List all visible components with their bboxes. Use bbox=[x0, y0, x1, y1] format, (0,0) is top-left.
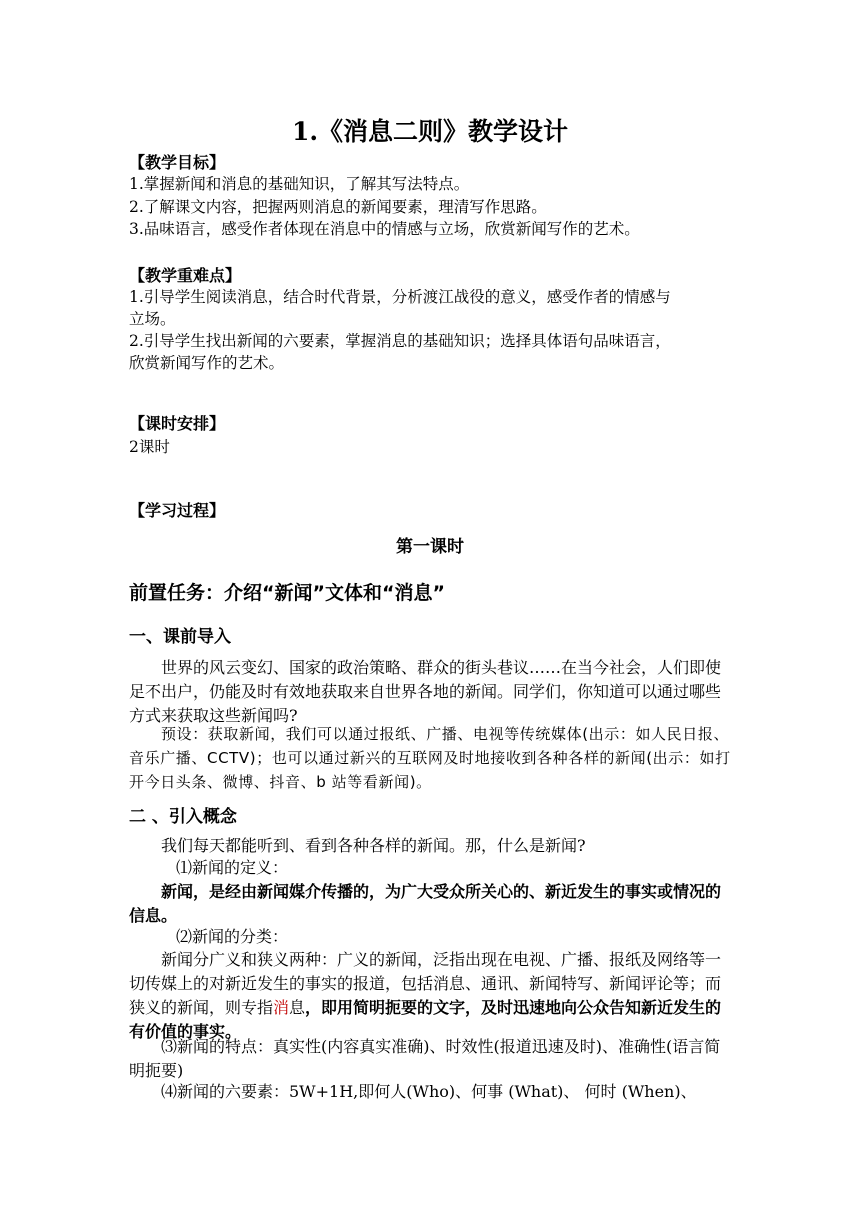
document-title: 1.《消息二则》教学设计 bbox=[291, 117, 569, 146]
objective-item-1: 1.掌握新闻和消息的基础知识，了解其写法特点。 bbox=[129, 175, 470, 193]
classification-text-a: 新闻分广义和狭义两种：广义的新闻，泛指出现在电视、广播、报纸及网络等一切传媒上的对新近发生的事实的报道，包括消息、通讯、新闻特写、新闻评论等；而狭义的新闻，则专指 bbox=[129, 950, 722, 1017]
classification-text-highlight: 消 bbox=[273, 998, 290, 1017]
objective-item-3: 3.品味语言，感受作者体现在消息中的情感与立场，欣赏新闻写作的艺术。 bbox=[129, 220, 640, 238]
keypoint-item-1-line-1: 1.引导学生阅读消息，结合时代背景，分析渡江战役的意义，感受作者的情感与 bbox=[129, 288, 671, 306]
task-title: 前置任务：介绍“新闻”文体和“消息” bbox=[129, 582, 445, 604]
part1-preset bbox=[129, 722, 733, 794]
part1-preset-text: 预设：获取新闻，我们可以通过报纸、广播、电视等传统媒体(出示：如人民日报、音乐广播、CCTV)；也可以通过新兴的互联网及时地接收到各种各样的新闻(出示：如打开今日头条、微博、抖音、b 站等看新闻)。 bbox=[129, 725, 731, 791]
schedule-heading: 【课时安排】 bbox=[129, 414, 226, 433]
definition-text-body: 新闻，是经由新闻媒介传播的，为广大受众所关心的、新近发生的事实或情况的信息。 bbox=[129, 882, 722, 925]
features-text-body: ⑶新闻的特点：真实性(内容真实准确)、时效性(报道迅速及时)、准确性(语言简明扼要) bbox=[129, 1037, 721, 1080]
features-text bbox=[129, 1035, 733, 1083]
part2-title: 二 、引入概念 bbox=[129, 807, 237, 827]
six-elements-text-body: ⑷新闻的六要素：5W+1H,即何人(Who)、何事 (What)、 何时 (When)、 bbox=[161, 1082, 697, 1101]
objectives-heading: 【教学目标】 bbox=[129, 153, 226, 172]
keypoint-item-2-line-2: 欣赏新闻写作的艺术。 bbox=[129, 354, 285, 372]
part1-paragraph-text: 世界的风云变幻、国家的政治策略、群众的街头巷议……在当今社会，人们即使足不出户，仍能及时有效地获取来自世界各地的新闻。同学们，你知道可以通过哪些方式来获取这些新闻吗? bbox=[129, 658, 722, 725]
schedule-value: 2课时 bbox=[129, 438, 170, 456]
objective-item-2: 2.了解课文内容，把握两则消息的新闻要素，理清写作思路。 bbox=[129, 198, 547, 216]
classification-text-bold: ，即用简明扼要的文字，及时迅速地向公众告知新近发生的有价值的事实。 bbox=[129, 998, 722, 1041]
six-elements-text bbox=[129, 1080, 733, 1104]
lesson-title: 第一课时 bbox=[396, 537, 464, 557]
part1-title: 一、课前导入 bbox=[129, 627, 231, 647]
definition-label: ⑴新闻的定义： bbox=[176, 858, 289, 877]
keypoints-heading: 【教学重难点】 bbox=[129, 266, 242, 285]
process-heading: 【学习过程】 bbox=[129, 501, 226, 520]
part2-intro-text: 我们每天都能听到、看到各种各样的新闻。那，什么是新闻? bbox=[161, 836, 586, 855]
classification-text-b: 息 bbox=[289, 998, 306, 1017]
part1-paragraph bbox=[129, 656, 733, 728]
definition-text bbox=[129, 880, 733, 928]
part2-intro bbox=[129, 834, 733, 858]
classification-text bbox=[129, 948, 733, 1044]
classification-label: ⑵新闻的分类： bbox=[176, 927, 289, 946]
keypoint-item-2-line-1: 2.引导学生找出新闻的六要素，掌握消息的基础知识；选择具体语句品味语言， bbox=[129, 332, 671, 350]
keypoint-item-1-line-2: 立场。 bbox=[129, 310, 176, 328]
